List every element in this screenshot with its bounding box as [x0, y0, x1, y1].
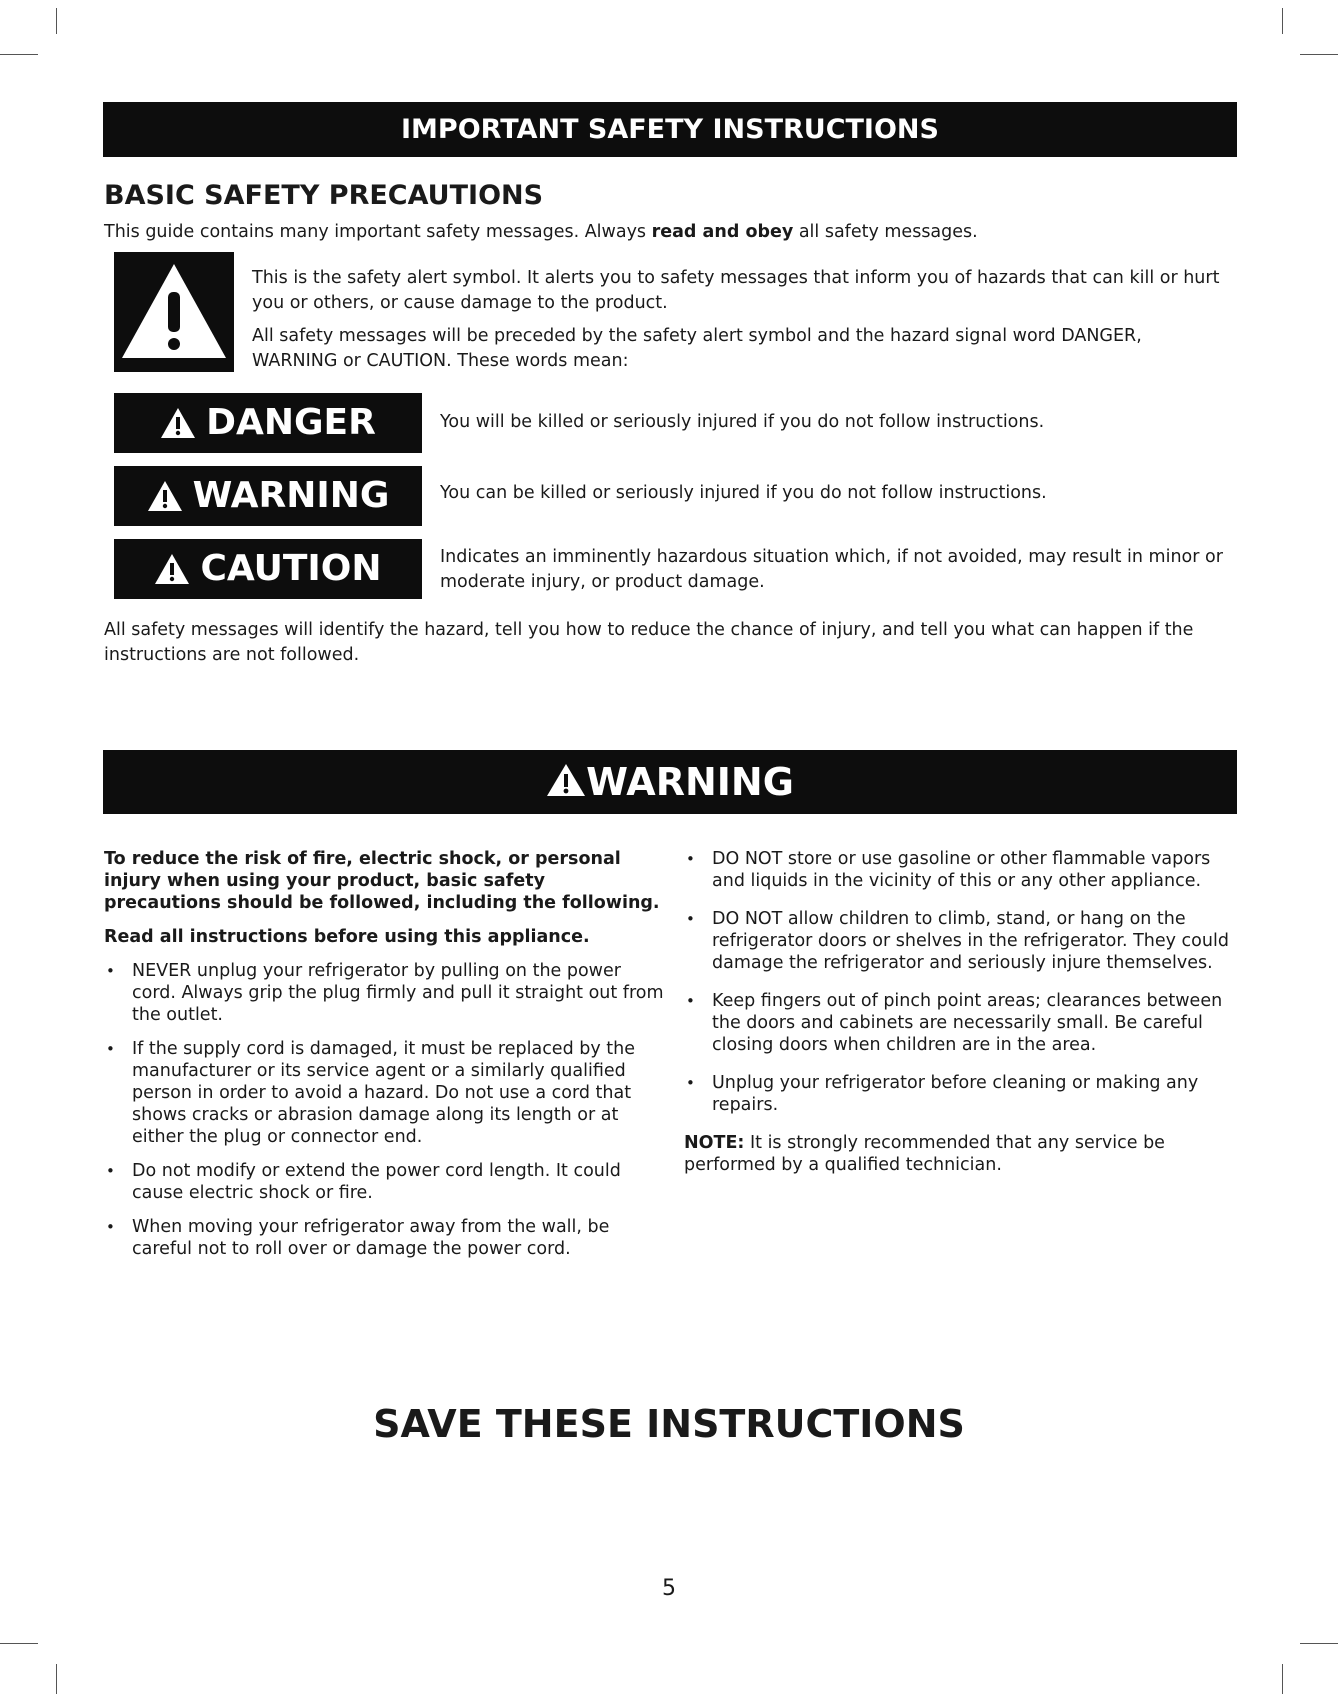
- caution-label: [114, 539, 422, 599]
- service-note: [684, 1132, 1244, 1176]
- note-label: NOTE:: [684, 1133, 745, 1153]
- crop-mark: [1282, 8, 1283, 34]
- section-title: BASIC SAFETY PRECAUTIONS: [104, 180, 544, 211]
- alert-triangle-icon: [160, 407, 196, 439]
- alert-triangle-icon: [546, 762, 586, 798]
- danger-label: [114, 393, 422, 453]
- warning-meaning: You can be killed or seriously injured if you do not follow instructions.: [440, 483, 1047, 503]
- list-item: • Unplug your refrigerator before cleaning or making any repairs.: [684, 1072, 1244, 1116]
- alert-description-2: All safety messages will be preceded by the safety alert symbol and the hazard signal word DANGER, WARNING or CAUTION. These words mean:: [252, 326, 1142, 371]
- list-item: • DO NOT allow children to climb, stand, or hang on the refrigerator doors or shelves in the refrigerator. They could damage the refrigerator and seriously injure themselves.: [684, 908, 1244, 974]
- list-item: • Do not modify or extend the power cord length. It could cause electric shock or fire.: [104, 1160, 664, 1204]
- list-item: • When moving your refrigerator away from the wall, be careful not to roll over or damage the power cord.: [104, 1216, 664, 1260]
- intro-emphasis: read and obey: [651, 222, 794, 242]
- warning-banner-title: WARNING: [586, 760, 794, 804]
- warning-right-column: [684, 848, 1244, 1176]
- crop-mark: [0, 1643, 38, 1644]
- crop-mark: [1300, 1643, 1338, 1644]
- intro-text: This guide contains many important safety messages. Always: [104, 222, 652, 242]
- list-item: • Keep fingers out of pinch point areas; clearances between the doors and cabinets are necessarily small. Be careful closing doors when children are in the area.: [684, 990, 1244, 1056]
- alert-description-1: This is the safety alert symbol. It alerts you to safety messages that inform you of hazards that can kill or hurt you or others, or cause damage to the product.: [252, 268, 1220, 313]
- intro-paragraph: [104, 220, 1234, 245]
- alert-triangle-icon: [154, 553, 190, 585]
- crop-mark: [1282, 1664, 1283, 1694]
- caution-word: CAUTION: [200, 548, 382, 589]
- warning-left-column: [104, 848, 664, 1272]
- warning-banner: [103, 750, 1237, 814]
- safety-alert-symbol: [114, 252, 234, 372]
- list-item: • NEVER unplug your refrigerator by pulling on the power cord. Always grip the plug firmly and pull it straight out from the outlet.: [104, 960, 664, 1026]
- warning-lead: To reduce the risk of fire, electric shock, or personal injury when using your product, basic safety precautions should be followed, including the following.: [104, 849, 660, 913]
- alert-description: [252, 266, 1232, 382]
- list-item: • If the supply cord is damaged, it must be replaced by the manufacturer or its service agent or a similarly qualified person in order to avoid a hazard. Do not use a cord that shows cracks or abrasion damage along its length or at either the plug or connector end.: [104, 1038, 664, 1148]
- right-bullet-list: [684, 848, 1244, 1116]
- crop-mark: [56, 8, 57, 34]
- crop-mark: [56, 1664, 57, 1694]
- page-number: 5: [662, 1576, 676, 1601]
- crop-mark: [1300, 54, 1338, 55]
- warning-word: WARNING: [192, 475, 390, 516]
- alert-triangle-icon: [114, 252, 234, 372]
- followup-paragraph: All safety messages will identify the hazard, tell you how to reduce the chance of injury, and tell you what can happen if the instructions are not followed.: [104, 620, 1194, 665]
- read-all-heading: Read all instructions before using this appliance.: [104, 927, 590, 947]
- list-item: • DO NOT store or use gasoline or other flammable vapors and liquids in the vicinity of this or any other appliance.: [684, 848, 1244, 892]
- left-bullet-list: [104, 960, 664, 1260]
- header-title: IMPORTANT SAFETY INSTRUCTIONS: [401, 114, 939, 145]
- save-instructions-heading: SAVE THESE INSTRUCTIONS: [373, 1402, 965, 1446]
- warning-label: [114, 466, 422, 526]
- caution-meaning: Indicates an imminently hazardous situation which, if not avoided, may result in minor or moderate injury, or product damage.: [440, 547, 1223, 592]
- intro-text-end: all safety messages.: [793, 222, 978, 242]
- note-text: It is strongly recommended that any service be performed by a qualified technician.: [684, 1133, 1165, 1175]
- danger-word: DANGER: [206, 402, 376, 443]
- header-banner: [103, 102, 1237, 157]
- alert-triangle-icon: [147, 480, 183, 512]
- crop-mark: [0, 54, 38, 55]
- danger-meaning: You will be killed or seriously injured if you do not follow instructions.: [440, 412, 1045, 432]
